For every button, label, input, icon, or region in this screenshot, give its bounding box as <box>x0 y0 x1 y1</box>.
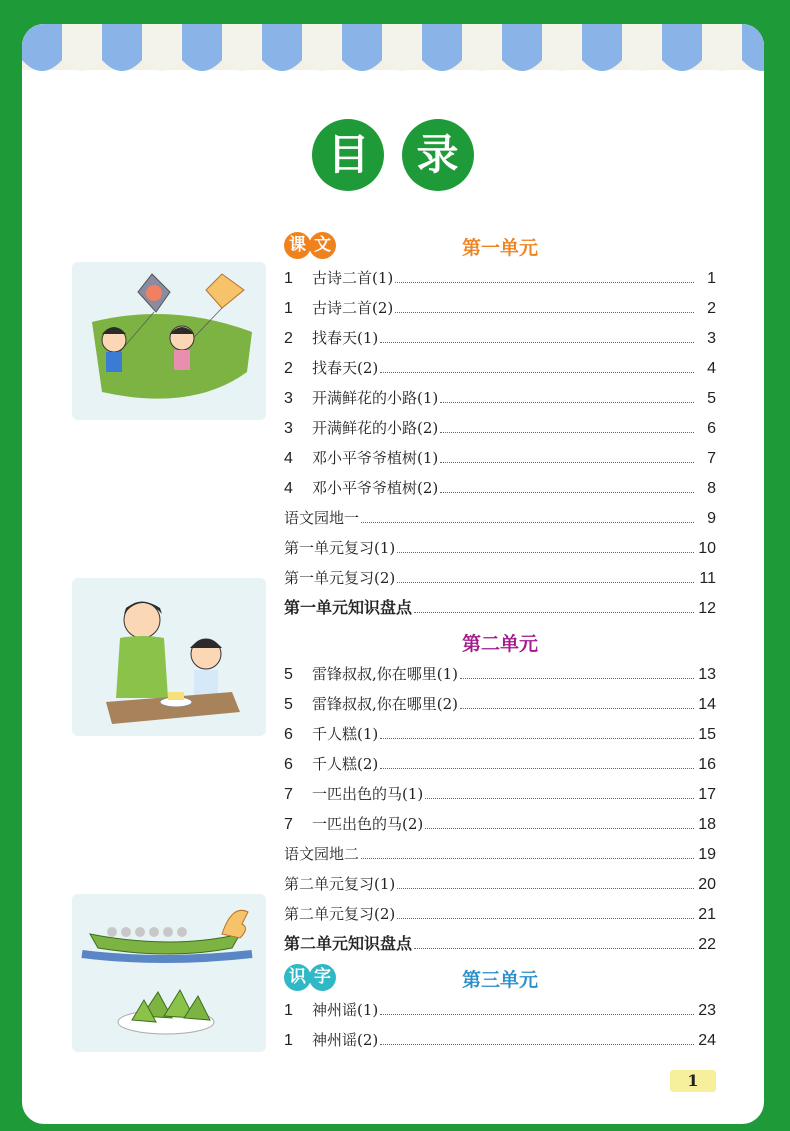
toc-entry[interactable] <box>284 354 716 378</box>
toc-entry[interactable] <box>284 414 716 438</box>
toc-entry[interactable] <box>284 264 716 288</box>
toc-page <box>22 24 764 1124</box>
entry-page-number: 8 <box>707 480 716 497</box>
dot-leader <box>380 372 694 373</box>
entry-title: 开满鲜花的小路(2) <box>312 419 439 437</box>
dot-leader <box>395 312 694 313</box>
section-header <box>284 230 716 260</box>
entry-page-number: 13 <box>698 666 716 683</box>
entry-title: 雷锋叔叔,你在哪里(1) <box>312 665 459 683</box>
dot-leader <box>425 828 694 829</box>
entry-title: 古诗二首(2) <box>312 299 394 317</box>
entry-page-number: 24 <box>698 1032 716 1049</box>
entry-title: 一匹出色的马(1) <box>312 785 424 803</box>
entry-page-number: 23 <box>698 1002 716 1019</box>
dot-leader <box>397 552 694 553</box>
lesson-number: 3 <box>284 390 293 407</box>
dot-leader <box>440 462 694 463</box>
entry-page-number: 20 <box>698 876 716 893</box>
dragon-boat-zongzi-illustration <box>72 894 266 1052</box>
unit-title: 第三单元 <box>461 969 538 991</box>
dot-leader <box>380 342 694 343</box>
entry-title: 找春天(2) <box>312 359 379 377</box>
dot-leader <box>397 918 694 919</box>
entry-page-number: 21 <box>698 906 716 923</box>
entry-title: 第二单元复习(1) <box>284 875 396 893</box>
dot-leader <box>414 612 694 613</box>
lesson-number: 2 <box>284 360 293 377</box>
entry-page-number: 10 <box>698 540 716 557</box>
entry-title: 雷锋叔叔,你在哪里(2) <box>312 695 459 713</box>
dot-leader <box>380 1014 694 1015</box>
entry-page-number: 7 <box>707 450 716 467</box>
entry-page-number: 6 <box>707 420 716 437</box>
badge-char: 字 <box>309 964 336 991</box>
dragon-head-icon <box>222 910 248 938</box>
dot-leader <box>395 282 694 283</box>
entry-title: 第二单元知识盘点 <box>284 936 413 953</box>
lesson-number: 1 <box>284 1002 293 1019</box>
toc-entry[interactable] <box>284 534 716 558</box>
lesson-number: 1 <box>284 1032 293 1049</box>
father-son-cake-illustration <box>72 578 266 736</box>
toc-entry[interactable] <box>284 750 716 774</box>
toc-entry[interactable] <box>284 930 716 954</box>
lesson-number: 4 <box>284 450 293 467</box>
section-header <box>284 962 716 992</box>
entry-page-number: 17 <box>698 786 716 803</box>
toc-entry[interactable] <box>284 594 716 618</box>
entry-page-number: 3 <box>707 330 716 347</box>
dot-leader <box>361 858 694 859</box>
dot-leader <box>440 492 694 493</box>
entry-title: 第一单元复习(2) <box>284 569 396 587</box>
toc-entry[interactable] <box>284 780 716 804</box>
entry-page-number: 18 <box>698 816 716 833</box>
toc-entry[interactable] <box>284 996 716 1020</box>
toc-entry[interactable] <box>284 564 716 588</box>
dot-leader <box>425 798 694 799</box>
toc-entry[interactable] <box>284 900 716 924</box>
toc-entry[interactable] <box>284 324 716 348</box>
toc-entry[interactable] <box>284 474 716 498</box>
entry-title: 第一单元知识盘点 <box>284 600 413 617</box>
dot-leader <box>460 678 694 679</box>
entry-title: 第一单元复习(1) <box>284 539 396 557</box>
entry-title: 第二单元复习(2) <box>284 905 396 923</box>
entry-page-number: 15 <box>698 726 716 743</box>
lesson-number: 3 <box>284 420 293 437</box>
lesson-number: 1 <box>284 300 293 317</box>
dot-leader <box>397 888 694 889</box>
entry-page-number: 19 <box>698 846 716 863</box>
lesson-number: 6 <box>284 756 293 773</box>
dot-leader <box>414 948 694 949</box>
toc-entry[interactable] <box>284 444 716 468</box>
entry-title: 神州谣(2) <box>312 1031 379 1049</box>
badge-char: 文 <box>309 232 336 259</box>
kite-diamond-icon <box>206 274 244 308</box>
toc-entry[interactable] <box>284 384 716 408</box>
entry-page-number: 12 <box>698 600 716 617</box>
entry-title: 找春天(1) <box>312 329 379 347</box>
entry-title: 一匹出色的马(2) <box>312 815 424 833</box>
entry-page-number: 5 <box>707 390 716 407</box>
lesson-number: 5 <box>284 666 293 683</box>
title-char-1: 目 <box>312 119 384 191</box>
badge-char: 课 <box>284 232 311 259</box>
entry-title: 邓小平爷爷植树(2) <box>312 479 439 497</box>
lesson-number: 2 <box>284 330 293 347</box>
entry-title: 千人糕(1) <box>312 725 379 743</box>
entry-title: 语文园地一 <box>284 509 360 527</box>
dot-leader <box>460 708 694 709</box>
lesson-number: 7 <box>284 816 293 833</box>
toc-entry[interactable] <box>284 660 716 684</box>
entry-page-number: 22 <box>698 936 716 953</box>
title-char-2: 录 <box>402 119 474 191</box>
dot-leader <box>380 738 694 739</box>
lesson-number: 5 <box>284 696 293 713</box>
entry-title: 神州谣(1) <box>312 1001 379 1019</box>
dot-leader <box>380 1044 694 1045</box>
toc-entry[interactable] <box>284 720 716 744</box>
toc-entry[interactable] <box>284 810 716 834</box>
dot-leader <box>397 582 694 583</box>
striped-awning-decoration <box>22 24 764 104</box>
entry-title: 语文园地二 <box>284 845 360 863</box>
lesson-number: 1 <box>284 270 293 287</box>
entry-page-number: 4 <box>707 360 716 377</box>
page-number: 1 <box>670 1070 716 1092</box>
unit-title: 第二单元 <box>461 633 538 655</box>
entry-page-number: 11 <box>699 570 716 587</box>
entry-page-number: 1 <box>707 270 716 287</box>
entry-page-number: 9 <box>707 510 716 527</box>
badge-char: 识 <box>284 964 311 991</box>
entry-title: 千人糕(2) <box>312 755 379 773</box>
entry-page-number: 14 <box>698 696 716 713</box>
dot-leader <box>440 402 694 403</box>
lesson-number: 7 <box>284 786 293 803</box>
toc-entry[interactable] <box>284 1026 716 1050</box>
entry-title: 古诗二首(1) <box>312 269 394 287</box>
lesson-number: 4 <box>284 480 293 497</box>
entry-page-number: 2 <box>707 300 716 317</box>
unit-title: 第一单元 <box>461 237 538 259</box>
entry-page-number: 16 <box>698 756 716 773</box>
dot-leader <box>440 432 694 433</box>
entry-title: 邓小平爷爷植树(1) <box>312 449 439 467</box>
toc-entry[interactable] <box>284 690 716 714</box>
toc-entry[interactable] <box>284 840 716 864</box>
page-title <box>22 119 764 191</box>
toc-entry[interactable] <box>284 870 716 894</box>
section-header <box>284 626 716 656</box>
kite-flying-illustration <box>72 262 266 420</box>
dot-leader <box>361 522 694 523</box>
toc-entry[interactable] <box>284 294 716 318</box>
dot-leader <box>380 768 694 769</box>
entry-title: 开满鲜花的小路(1) <box>312 389 439 407</box>
lesson-number: 6 <box>284 726 293 743</box>
toc-entry[interactable] <box>284 504 716 528</box>
